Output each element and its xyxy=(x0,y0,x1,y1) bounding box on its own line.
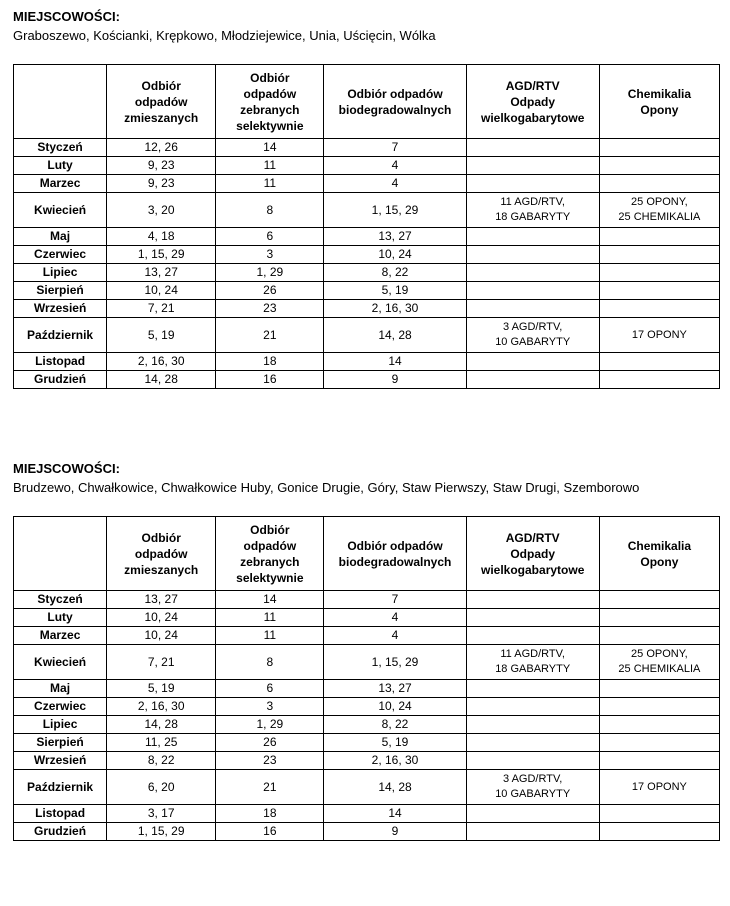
mixed-waste-cell: 10, 24 xyxy=(107,627,216,645)
table-header xyxy=(14,517,720,591)
chemicals-tyres-cell xyxy=(599,246,719,264)
selective-waste-cell: 11 xyxy=(216,175,324,193)
header-row xyxy=(14,517,720,591)
selective-waste-cell: 21 xyxy=(216,318,324,353)
agd-bulky-cell xyxy=(466,823,599,841)
month-cell: Kwiecień xyxy=(14,193,107,228)
header-line: Opony xyxy=(640,102,679,117)
header-agd-bulky xyxy=(466,517,599,591)
selective-waste-cell: 11 xyxy=(216,627,324,645)
header-line: Odbiór xyxy=(141,78,181,93)
selective-waste-cell: 6 xyxy=(216,228,324,246)
selective-waste-cell: 3 xyxy=(216,698,324,716)
chemicals-tyres-cell xyxy=(599,300,719,318)
table-row xyxy=(14,752,720,770)
cell-line: 11 AGD/RTV, xyxy=(500,196,565,208)
mixed-waste-cell: 5, 19 xyxy=(107,318,216,353)
header-mixed-waste xyxy=(107,517,216,591)
agd-bulky-cell xyxy=(466,139,599,157)
agd-bulky-cell xyxy=(466,246,599,264)
agd-bulky-cell xyxy=(466,300,599,318)
header-line: biodegradowalnych xyxy=(338,554,452,569)
month-cell: Luty xyxy=(14,609,107,627)
selective-waste-cell: 16 xyxy=(216,823,324,841)
cell-line: 25 CHEMIKALIA xyxy=(618,211,701,223)
chemicals-tyres-cell xyxy=(599,627,719,645)
mixed-waste-cell: 9, 23 xyxy=(107,157,216,175)
header-line: Odbiór xyxy=(250,70,290,85)
selective-waste-cell: 1, 29 xyxy=(216,716,324,734)
selective-waste-cell: 23 xyxy=(216,300,324,318)
chemicals-tyres-cell xyxy=(599,770,719,805)
cell-line: 25 OPONY, xyxy=(631,648,688,660)
cell-line: 10 GABARYTY xyxy=(495,336,571,348)
cell-line: 25 OPONY, xyxy=(631,196,688,208)
cell-line: 3 AGD/RTV, xyxy=(503,321,563,333)
selective-waste-cell: 18 xyxy=(216,353,324,371)
chemicals-tyres-cell xyxy=(599,139,719,157)
agd-bulky-cell xyxy=(466,157,599,175)
bio-waste-cell: 8, 22 xyxy=(324,264,466,282)
bio-waste-cell: 4 xyxy=(324,627,466,645)
header-line: selektywnie xyxy=(236,118,304,133)
month-cell: Styczeń xyxy=(14,591,107,609)
table-header xyxy=(14,65,720,139)
agd-bulky-cell xyxy=(466,371,599,389)
selective-waste-cell: 14 xyxy=(216,591,324,609)
bio-waste-cell: 10, 24 xyxy=(324,698,466,716)
month-cell: Lipiec xyxy=(14,716,107,734)
chemicals-tyres-cell xyxy=(599,157,719,175)
bio-waste-cell: 13, 27 xyxy=(324,680,466,698)
table-row xyxy=(14,157,720,175)
header-chemicals-tyres xyxy=(599,517,719,591)
month-cell: Kwiecień xyxy=(14,645,107,680)
agd-bulky-cell xyxy=(466,627,599,645)
agd-bulky-cell xyxy=(466,228,599,246)
chemicals-tyres-cell xyxy=(599,823,719,841)
table-row xyxy=(14,264,720,282)
bio-waste-cell: 1, 15, 29 xyxy=(324,193,466,228)
month-cell: Wrzesień xyxy=(14,300,107,318)
chemicals-tyres-cell xyxy=(599,734,719,752)
chemicals-tyres-cell xyxy=(599,752,719,770)
mixed-waste-cell: 8, 22 xyxy=(107,752,216,770)
header-line: odpadów xyxy=(243,538,297,553)
month-cell: Grudzień xyxy=(14,371,107,389)
table-row xyxy=(14,680,720,698)
selective-waste-cell: 14 xyxy=(216,139,324,157)
chemicals-tyres-cell xyxy=(599,282,719,300)
header-line: AGD/RTV xyxy=(505,530,560,545)
agd-bulky-cell xyxy=(466,318,599,353)
month-cell: Październik xyxy=(14,770,107,805)
header-selective-waste xyxy=(216,517,324,591)
agd-bulky-cell xyxy=(466,264,599,282)
chemicals-tyres-cell xyxy=(599,353,719,371)
chemicals-tyres-cell xyxy=(599,371,719,389)
table-row xyxy=(14,805,720,823)
table-row xyxy=(14,591,720,609)
header-row xyxy=(14,65,720,139)
header-line: wielkogabarytowe xyxy=(481,562,585,577)
agd-bulky-cell xyxy=(466,609,599,627)
header-agd-bulky xyxy=(466,65,599,139)
month-cell: Sierpień xyxy=(14,734,107,752)
cell-line: 11 AGD/RTV, xyxy=(500,648,565,660)
selective-waste-cell: 23 xyxy=(216,752,324,770)
bio-waste-cell: 14, 28 xyxy=(324,318,466,353)
mixed-waste-cell: 5, 19 xyxy=(107,680,216,698)
month-cell: Czerwiec xyxy=(14,698,107,716)
mixed-waste-cell: 12, 26 xyxy=(107,139,216,157)
header-selective-waste xyxy=(216,65,324,139)
table-body xyxy=(14,591,720,841)
month-cell: Sierpień xyxy=(14,282,107,300)
cell-line: 17 OPONY xyxy=(631,780,687,793)
bio-waste-cell: 9 xyxy=(324,823,466,841)
month-cell: Październik xyxy=(14,318,107,353)
month-cell: Listopad xyxy=(14,805,107,823)
table-row xyxy=(14,300,720,318)
header-line: odpadów xyxy=(134,546,188,561)
cell-line: 3 AGD/RTV, xyxy=(503,773,563,785)
month-cell: Listopad xyxy=(14,353,107,371)
agd-bulky-cell xyxy=(466,193,599,228)
chemicals-tyres-cell xyxy=(599,591,719,609)
agd-bulky-cell xyxy=(466,175,599,193)
month-cell: Maj xyxy=(14,680,107,698)
header-bio-waste xyxy=(324,65,466,139)
header-corner-cell xyxy=(14,65,107,139)
agd-bulky-cell xyxy=(466,282,599,300)
table-row xyxy=(14,716,720,734)
mixed-waste-cell: 9, 23 xyxy=(107,175,216,193)
table-row xyxy=(14,318,720,353)
mixed-waste-cell: 2, 16, 30 xyxy=(107,698,216,716)
bio-waste-cell: 14, 28 xyxy=(324,770,466,805)
cell-line: 18 GABARYTY xyxy=(495,211,571,223)
month-cell: Wrzesień xyxy=(14,752,107,770)
bio-waste-cell: 13, 27 xyxy=(324,228,466,246)
cell-line: 18 GABARYTY xyxy=(495,663,571,675)
agd-bulky-cell xyxy=(466,645,599,680)
mixed-waste-cell: 13, 27 xyxy=(107,264,216,282)
agd-bulky-cell xyxy=(466,770,599,805)
mixed-waste-cell: 2, 16, 30 xyxy=(107,353,216,371)
bio-waste-cell: 8, 22 xyxy=(324,716,466,734)
table-row xyxy=(14,228,720,246)
month-cell: Czerwiec xyxy=(14,246,107,264)
selective-waste-cell: 3 xyxy=(216,246,324,264)
agd-bulky-cell xyxy=(466,734,599,752)
mixed-waste-cell: 14, 28 xyxy=(107,371,216,389)
selective-waste-cell: 26 xyxy=(216,734,324,752)
header-line: AGD/RTV xyxy=(505,78,560,93)
bio-waste-cell: 4 xyxy=(324,175,466,193)
bio-waste-cell: 14 xyxy=(324,353,466,371)
header-line: zmieszanych xyxy=(124,562,199,577)
bio-waste-cell: 2, 16, 30 xyxy=(324,752,466,770)
mixed-waste-cell: 14, 28 xyxy=(107,716,216,734)
chemicals-tyres-cell xyxy=(599,680,719,698)
bio-waste-cell: 4 xyxy=(324,157,466,175)
table-row xyxy=(14,371,720,389)
mixed-waste-cell: 13, 27 xyxy=(107,591,216,609)
chemicals-tyres-cell xyxy=(599,228,719,246)
selective-waste-cell: 11 xyxy=(216,157,324,175)
mixed-waste-cell: 3, 17 xyxy=(107,805,216,823)
agd-bulky-cell xyxy=(466,698,599,716)
table-row xyxy=(14,193,720,228)
chemicals-tyres-cell xyxy=(599,318,719,353)
month-cell: Luty xyxy=(14,157,107,175)
agd-bulky-cell xyxy=(466,353,599,371)
month-cell: Marzec xyxy=(14,627,107,645)
selective-waste-cell: 6 xyxy=(216,680,324,698)
table-row xyxy=(14,175,720,193)
selective-waste-cell: 26 xyxy=(216,282,324,300)
agd-bulky-cell xyxy=(466,716,599,734)
header-line: Odbiór xyxy=(141,530,181,545)
month-cell: Maj xyxy=(14,228,107,246)
header-line: selektywnie xyxy=(236,570,304,585)
schedule-section-2 xyxy=(13,460,720,841)
table-row xyxy=(14,698,720,716)
schedule-table xyxy=(13,64,720,389)
table-row xyxy=(14,770,720,805)
header-line: wielkogabarytowe xyxy=(481,110,585,125)
mixed-waste-cell: 6, 20 xyxy=(107,770,216,805)
month-cell: Grudzień xyxy=(14,823,107,841)
header-line: Odbiór odpadów xyxy=(347,538,443,553)
chemicals-tyres-cell xyxy=(599,805,719,823)
table-body xyxy=(14,139,720,389)
header-line: Chemikalia xyxy=(627,538,692,553)
table-row xyxy=(14,627,720,645)
selective-waste-cell: 11 xyxy=(216,609,324,627)
agd-bulky-cell xyxy=(466,752,599,770)
bio-waste-cell: 7 xyxy=(324,591,466,609)
bio-waste-cell: 10, 24 xyxy=(324,246,466,264)
section-heading: MIEJSCOWOŚCI: xyxy=(13,9,120,24)
table-row xyxy=(14,246,720,264)
selective-waste-cell: 8 xyxy=(216,193,324,228)
mixed-waste-cell: 7, 21 xyxy=(107,300,216,318)
header-mixed-waste xyxy=(107,65,216,139)
schedule-section-1 xyxy=(13,8,720,389)
mixed-waste-cell: 1, 15, 29 xyxy=(107,246,216,264)
chemicals-tyres-cell xyxy=(599,193,719,228)
selective-waste-cell: 8 xyxy=(216,645,324,680)
header-line: Opony xyxy=(640,554,679,569)
mixed-waste-cell: 1, 15, 29 xyxy=(107,823,216,841)
mixed-waste-cell: 10, 24 xyxy=(107,282,216,300)
chemicals-tyres-cell xyxy=(599,609,719,627)
mixed-waste-cell: 7, 21 xyxy=(107,645,216,680)
table-row xyxy=(14,734,720,752)
bio-waste-cell: 7 xyxy=(324,139,466,157)
header-bio-waste xyxy=(324,517,466,591)
cell-line: 25 CHEMIKALIA xyxy=(618,663,701,675)
selective-waste-cell: 16 xyxy=(216,371,324,389)
section-heading: MIEJSCOWOŚCI: xyxy=(13,461,120,476)
chemicals-tyres-cell xyxy=(599,175,719,193)
header-line: Odbiór xyxy=(250,522,290,537)
table-row xyxy=(14,645,720,680)
selective-waste-cell: 18 xyxy=(216,805,324,823)
agd-bulky-cell xyxy=(466,680,599,698)
month-cell: Styczeń xyxy=(14,139,107,157)
cell-line: 10 GABARYTY xyxy=(495,788,571,800)
agd-bulky-cell xyxy=(466,805,599,823)
mixed-waste-cell: 3, 20 xyxy=(107,193,216,228)
bio-waste-cell: 9 xyxy=(324,371,466,389)
selective-waste-cell: 1, 29 xyxy=(216,264,324,282)
header-line: odpadów xyxy=(134,94,188,109)
table-row xyxy=(14,823,720,841)
mixed-waste-cell: 4, 18 xyxy=(107,228,216,246)
bio-waste-cell: 1, 15, 29 xyxy=(324,645,466,680)
header-line: odpadów xyxy=(243,86,297,101)
places-list: Brudzewo, Chwałkowice, Chwałkowice Huby, Gonice Drugie, Góry, Staw Pierwszy, Staw Drugi, Szemborowo xyxy=(13,480,640,495)
selective-waste-cell: 21 xyxy=(216,770,324,805)
chemicals-tyres-cell xyxy=(599,698,719,716)
header-line: zebranych xyxy=(240,554,300,569)
mixed-waste-cell: 11, 25 xyxy=(107,734,216,752)
header-line: Odpady xyxy=(510,546,556,561)
schedule-table xyxy=(13,516,720,841)
bio-waste-cell: 4 xyxy=(324,609,466,627)
table-row xyxy=(14,609,720,627)
header-line: zebranych xyxy=(240,102,300,117)
chemicals-tyres-cell xyxy=(599,645,719,680)
header-corner-cell xyxy=(14,517,107,591)
bio-waste-cell: 5, 19 xyxy=(324,734,466,752)
month-cell: Marzec xyxy=(14,175,107,193)
mixed-waste-cell: 10, 24 xyxy=(107,609,216,627)
chemicals-tyres-cell xyxy=(599,716,719,734)
table-row xyxy=(14,353,720,371)
table-row xyxy=(14,282,720,300)
bio-waste-cell: 5, 19 xyxy=(324,282,466,300)
bio-waste-cell: 14 xyxy=(324,805,466,823)
table-row xyxy=(14,139,720,157)
header-line: Odpady xyxy=(510,94,556,109)
header-chemicals-tyres xyxy=(599,65,719,139)
header-line: Odbiór odpadów xyxy=(347,86,443,101)
header-line: zmieszanych xyxy=(124,110,199,125)
places-list: Graboszewo, Kościanki, Krępkowo, Młodziejewice, Unia, Uścięcin, Wólka xyxy=(13,28,436,43)
bio-waste-cell: 2, 16, 30 xyxy=(324,300,466,318)
chemicals-tyres-cell xyxy=(599,264,719,282)
cell-line: 17 OPONY xyxy=(631,328,687,341)
header-line: biodegradowalnych xyxy=(338,102,452,117)
agd-bulky-cell xyxy=(466,591,599,609)
month-cell: Lipiec xyxy=(14,264,107,282)
header-line: Chemikalia xyxy=(627,86,692,101)
